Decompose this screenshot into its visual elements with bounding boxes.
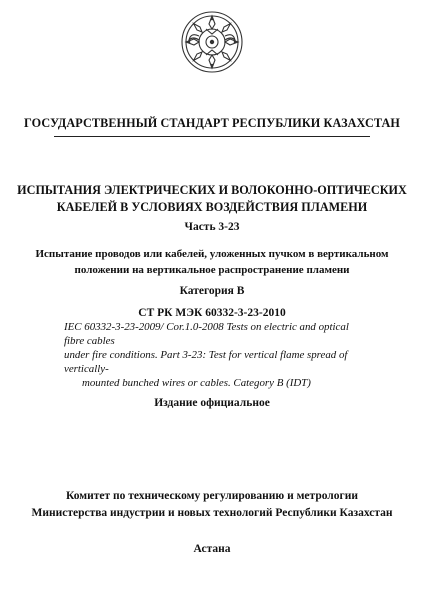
committee-line-2: Министерства индустрии и новых технологий Республики Казахстан bbox=[31, 507, 393, 519]
title-line-2: КАБЕЛЕЙ В УСЛОВИЯХ ВОЗДЕЙСТВИЯ ПЛАМЕНИ bbox=[56, 200, 368, 214]
subtitle-line-1: Испытание проводов или кабелей, уложенных пучком в вертикальном bbox=[35, 248, 389, 260]
country-header: ГОСУДАРСТВЕННЫЙ СТАНДАРТ РЕСПУБЛИКИ КАЗАХСТАН bbox=[24, 116, 400, 130]
edition-label: Издание официальное bbox=[154, 397, 270, 409]
category: Категория В bbox=[179, 285, 245, 297]
publication-city: Астана bbox=[193, 543, 231, 555]
title-line-1: ИСПЫТАНИЯ ЭЛЕКТРИЧЕСКИХ И ВОЛОКОННО-ОПТИЧЕСКИХ bbox=[17, 183, 407, 197]
part-number: Часть 3-23 bbox=[184, 221, 240, 233]
header-divider bbox=[54, 136, 370, 137]
state-emblem-icon bbox=[180, 10, 244, 74]
iec-line-2: under fire conditions. Part 3-23: Test for vertical flame spread of vertically- bbox=[64, 349, 348, 375]
iec-line-3: mounted bunched wires or cables. Category B (IDT) bbox=[82, 377, 311, 389]
standard-number: СТ РК МЭК 60332-3-23-2010 bbox=[138, 307, 286, 319]
subtitle-line-2: положении на вертикальное распространение пламени bbox=[74, 264, 350, 276]
iec-line-1: IEC 60332-3-23-2009/ Cor.1.0-2008 Tests on electric and optical fibre cables bbox=[64, 321, 349, 347]
document-subtitle bbox=[0, 246, 424, 278]
iec-reference bbox=[64, 320, 364, 390]
document-title bbox=[0, 182, 424, 216]
publisher-committee bbox=[0, 488, 424, 522]
committee-line-1: Комитет по техническому регулированию и метрологии bbox=[65, 490, 358, 502]
